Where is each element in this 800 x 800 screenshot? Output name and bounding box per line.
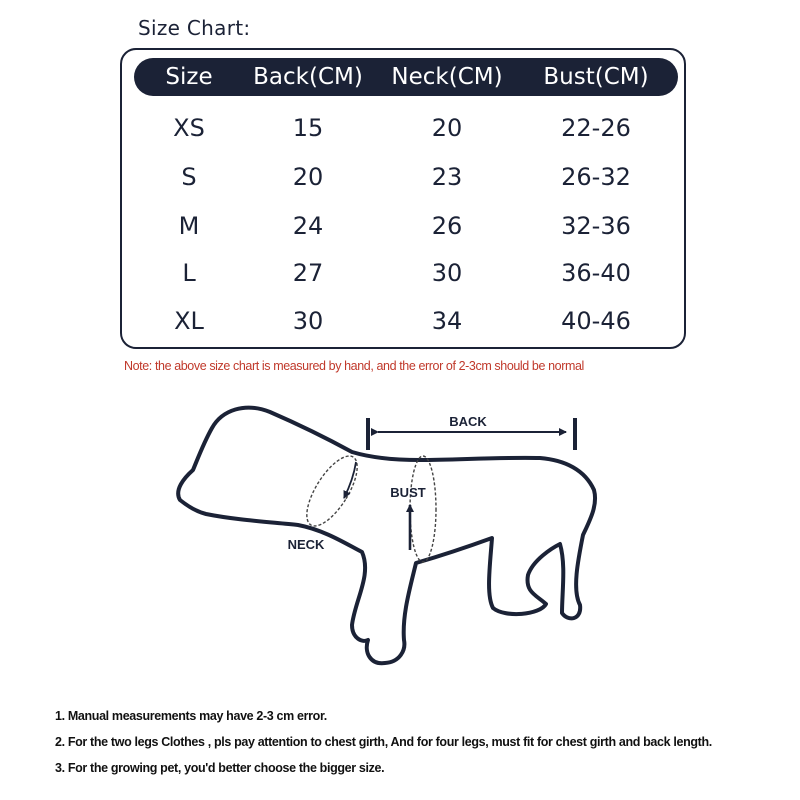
cell-size: S [181, 163, 197, 191]
bust-ring [410, 456, 436, 562]
cell-back: 30 [292, 307, 324, 335]
cell-neck: 30 [431, 259, 463, 287]
cell-neck: 26 [431, 212, 463, 240]
cell-bust: 26-32 [561, 163, 631, 191]
dog-outline [178, 408, 595, 664]
table-row [134, 206, 678, 246]
size-chart-title: Size Chart: [138, 16, 251, 40]
cell-bust: 40-46 [561, 307, 631, 335]
cell-back: 15 [292, 114, 324, 142]
dog-measurement-diagram [0, 390, 800, 680]
table-row [134, 301, 678, 341]
tip-item: 2. For the two legs Clothes , pls pay attention to chest girth, And for four legs, must fit for chest girth and back length. [55, 735, 712, 749]
cell-neck: 34 [431, 307, 463, 335]
size-table-header [134, 58, 678, 96]
table-row [134, 253, 678, 293]
cell-back: 20 [292, 163, 324, 191]
tips-list [55, 706, 785, 784]
header-bust: Bust(CM) [543, 64, 649, 90]
cell-size: XS [173, 114, 205, 142]
cell-size: M [178, 212, 200, 240]
neck-label: NECK [287, 537, 325, 552]
table-row [134, 108, 678, 148]
back-label: BACK [449, 414, 487, 429]
header-neck: Neck(CM) [391, 64, 503, 90]
tip-item: 1. Manual measurements may have 2-3 cm error. [55, 709, 327, 723]
cell-neck: 23 [431, 163, 463, 191]
measurement-note: Note: the above size chart is measured by hand, and the error of 2-3cm should be normal [124, 359, 584, 373]
cell-bust: 36-40 [561, 259, 631, 287]
cell-size: L [182, 259, 196, 287]
header-back: Back(CM) [253, 64, 363, 90]
tip-item: 3. For the growing pet, you'd better choose the bigger size. [55, 761, 385, 775]
cell-size: XL [174, 307, 204, 335]
bust-label: BUST [390, 485, 426, 500]
cell-bust: 22-26 [561, 114, 631, 142]
table-row [134, 157, 678, 197]
neck-ring [297, 449, 367, 534]
cell-back: 24 [292, 212, 324, 240]
cell-bust: 32-36 [561, 212, 631, 240]
cell-back: 27 [292, 259, 324, 287]
cell-neck: 20 [431, 114, 463, 142]
header-size: Size [165, 64, 213, 90]
